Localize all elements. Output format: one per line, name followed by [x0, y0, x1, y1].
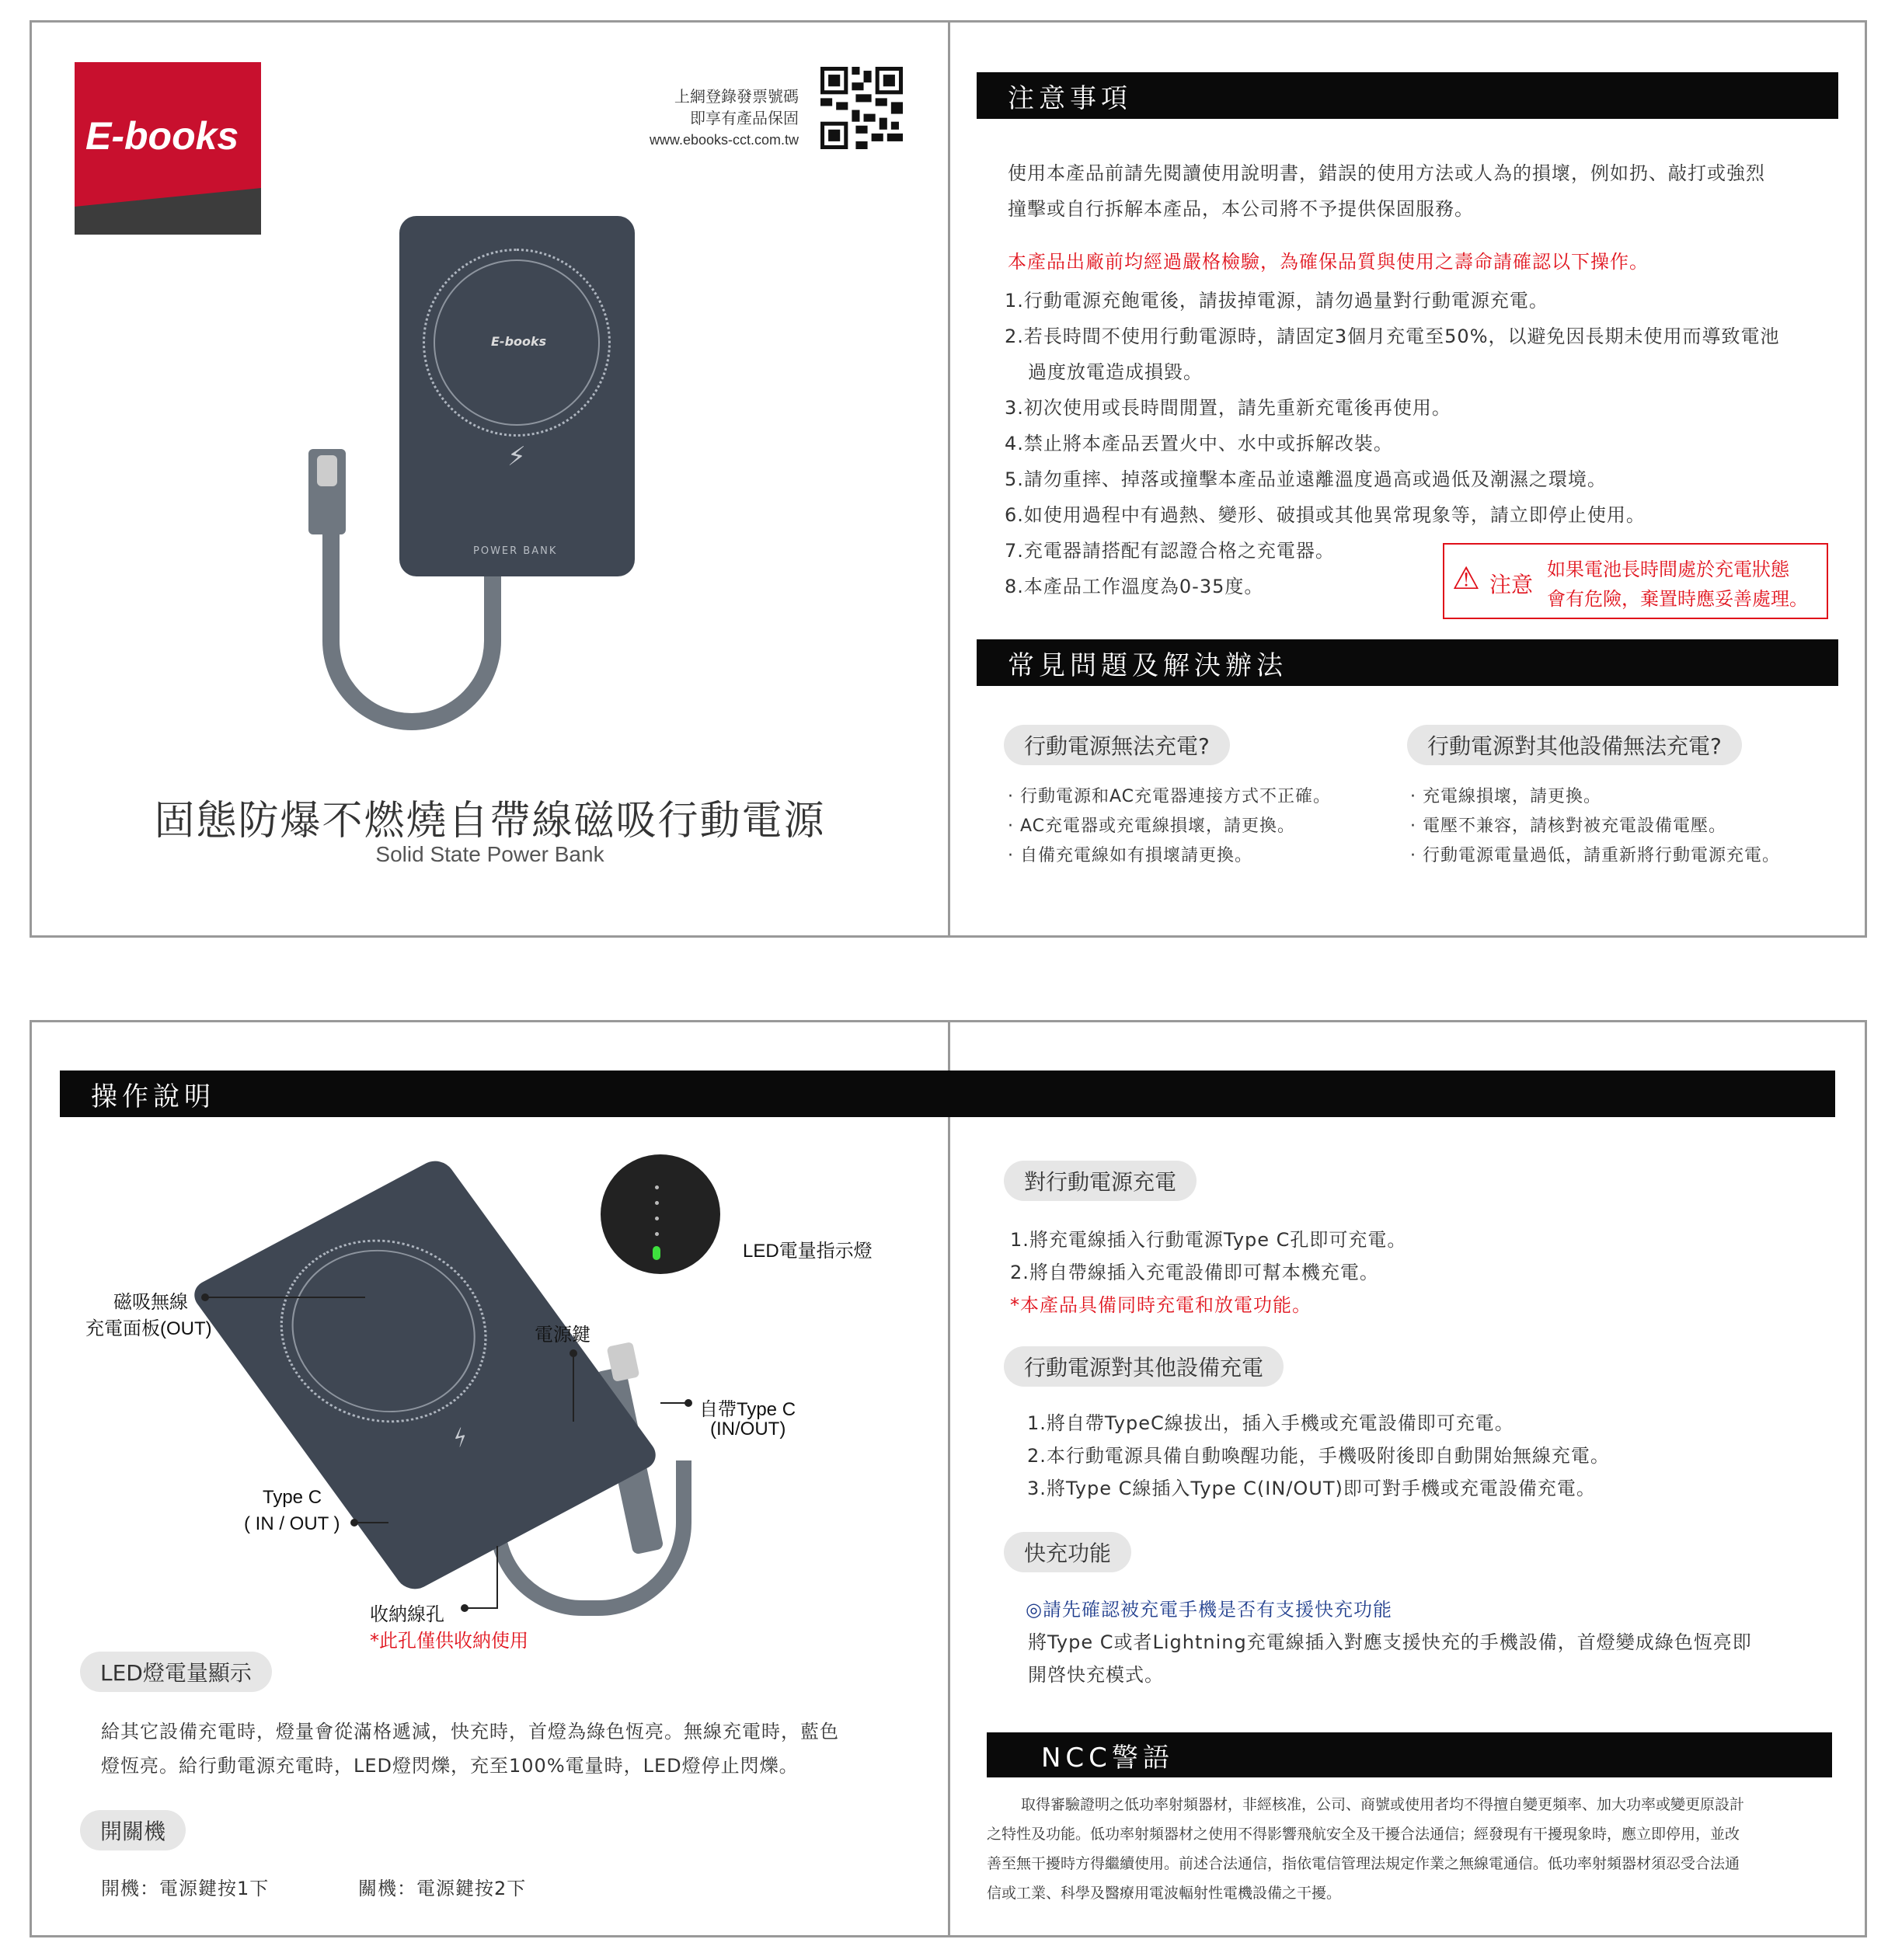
charge2-item-2: 2.本行動電源具備自動喚醒功能，手機吸附後即自動開始無線充電。	[1027, 1445, 1610, 1467]
notes-item-2b: 過度放電造成損毀。	[1028, 361, 1203, 383]
faq-answer-1-2: · AC充電器或充電線損壞，請更換。	[1008, 816, 1296, 836]
label-typec-1: Type C	[263, 1487, 322, 1508]
label-led: LED電量指示燈	[743, 1241, 873, 1262]
label-slot: 收納線孔	[370, 1604, 444, 1625]
notes-item-8: 8.本產品工作溫度為0-35度。	[1005, 576, 1264, 597]
faq-answer-2-2: · 電壓不兼容，請核對被充電設備電壓。	[1410, 816, 1726, 836]
faq-answer-2-3: · 行動電源電量過低，請重新將行動電源充電。	[1410, 846, 1780, 865]
label-typec-self-2: (IN/OUT)	[710, 1419, 786, 1440]
ncc-text-3: 善至無干擾時方得繼續使用。前述合法通信，指依電信管理法規定作業之無線電通信。低功率射頻器材須忍受合法通	[987, 1855, 1740, 1872]
faq-question-2: 行動電源對其他設備無法充電?	[1407, 725, 1742, 765]
charge-item-2: 2.將自帶線插入充電設備即可幫本機充電。	[1010, 1262, 1379, 1283]
led-text-2: 燈恆亮。給行動電源充電時，LED燈閃爍，充至100%電量時，LED燈停止閃爍。	[101, 1755, 799, 1777]
faq-answer-2-1: · 充電線損壞，請更換。	[1410, 787, 1601, 806]
diagram-lightning-icon: ⚡	[445, 1423, 476, 1453]
label-magnet-1: 磁吸無線	[113, 1292, 188, 1313]
charge-red-note: *本產品具備同時充電和放電功能。	[1010, 1294, 1312, 1316]
charge2-item-1: 1.將自帶TypeC線拔出，插入手機或充電設備即可充電。	[1027, 1412, 1514, 1434]
notes-red-line: 本產品出廠前均經過嚴格檢驗，為確保品質與使用之壽命請確認以下操作。	[1008, 251, 1649, 273]
ncc-text-4: 信或工業、科學及醫療用電波輻射性電機設備之干擾。	[987, 1885, 1342, 1902]
notes-intro-1: 使用本產品前請先閱讀使用說明書，錯誤的使用方法或人為的損壞，例如扔、敲打或強烈	[1008, 162, 1765, 184]
product-title-cn: 固態防爆不燃燒自帶線磁吸行動電源	[154, 798, 826, 844]
device-label: POWER BANK	[473, 545, 558, 557]
faq-header: 常見問題及解決辦法	[977, 639, 1838, 686]
charge-title-1: 對行動電源充電	[1004, 1161, 1197, 1201]
fast-charge-text-2: 開啓快充模式。	[1028, 1664, 1164, 1686]
qr-line-2: 即享有產品保固	[690, 109, 799, 127]
ncc-text-1: 取得審驗證明之低功率射頻器材，非經核准，公司、商號或使用者均不得擅自變更頻率、加大功率或變更原設計	[1021, 1796, 1745, 1813]
qr-url: www.ebooks-cct.com.tw	[649, 132, 799, 148]
notes-item-2: 2.若長時間不使用行動電源時，請固定3個月充電至50%，以避免因長期未使用而導致電池	[1005, 326, 1780, 347]
led-section-title: LED燈電量顯示	[80, 1652, 272, 1692]
warning-line-2: 會有危險，棄置時應妥善處理。	[1547, 588, 1808, 610]
notes-header: 注意事項	[977, 72, 1838, 119]
notes-item-3: 3.初次使用或長時間閒置，請先重新充電後再使用。	[1005, 397, 1451, 419]
power-section-title: 開關機	[80, 1810, 186, 1850]
faq-answer-1-1: · 行動電源和AC充電器連接方式不正確。	[1008, 787, 1332, 806]
notes-item-4: 4.禁止將本產品丟置火中、水中或拆解改裝。	[1005, 433, 1393, 454]
device-logo: E-books	[491, 334, 547, 349]
led-text-1: 給其它設備充電時，燈量會從滿格遞減，快充時，首燈為綠色恆亮。無線充電時，藍色	[101, 1721, 839, 1742]
charge-item-1: 1.將充電線插入行動電源Type C孔即可充電。	[1010, 1229, 1407, 1251]
charge-title-3: 快充功能	[1004, 1532, 1131, 1572]
power-off-text: 關機：電源鍵按2下	[358, 1878, 527, 1899]
warning-label: 注意	[1489, 572, 1534, 597]
charge2-item-3: 3.將Type C線插入Type C(IN/OUT)即可對手機或充電設備充電。	[1027, 1478, 1596, 1499]
notes-item-5: 5.請勿重摔、掉落或撞擊本產品並遠離溫度過高或過低及潮濕之環境。	[1005, 468, 1607, 490]
notes-item-6: 6.如使用過程中有過熱、變形、破損或其他異常現象等，請立即停止使用。	[1005, 504, 1646, 526]
notes-intro-2: 撞擊或自行拆解本產品，本公司將不予提供保固服務。	[1008, 198, 1474, 220]
product-title-en: Solid State Power Bank	[375, 842, 604, 866]
label-slot-note: *此孔僅供收納使用	[370, 1630, 528, 1652]
lightning-icon: ⚡	[507, 441, 526, 472]
faq-question-1: 行動電源無法充電?	[1004, 725, 1230, 765]
ops-header: 操作說明	[60, 1071, 1835, 1117]
warning-line-1: 如果電池長時間處於充電狀態	[1547, 559, 1789, 580]
label-typec-2: ( IN / OUT )	[244, 1513, 340, 1534]
charge-title-2: 行動電源對其他設備充電	[1004, 1346, 1284, 1387]
label-typec-self-1: 自帶Type C	[699, 1399, 796, 1420]
fast-charge-note: ◎請先確認被充電手機是否有支援快充功能	[1026, 1599, 1392, 1621]
fast-charge-text-1: 將Type C或者Lightning充電線插入對應支援快充的手機設備，首燈變成綠色恆亮即	[1028, 1631, 1752, 1653]
power-on-text: 開機：電源鍵按1下	[101, 1878, 270, 1899]
faq-answer-1-3: · 自備充電線如有損壞請更換。	[1008, 846, 1252, 865]
label-magnet-2: 充電面板(OUT)	[85, 1318, 212, 1339]
label-power-key: 電源鍵	[535, 1325, 590, 1346]
notes-item-7: 7.充電器請搭配有認證合格之充電器。	[1005, 540, 1335, 562]
warning-icon: ⚠	[1452, 561, 1480, 597]
notes-item-1: 1.行動電源充飽電後，請拔掉電源，請勿過量對行動電源充電。	[1005, 290, 1548, 312]
ncc-text-2: 之特性及功能。低功率射頻器材之使用不得影響飛航安全及干擾合法通信；經發現有干擾現象時，應立即停用，並改	[987, 1826, 1740, 1843]
ncc-header: NCC警語	[987, 1732, 1832, 1777]
logo-text: E-books	[85, 114, 239, 158]
qr-line-1: 上網登錄發票號碼	[674, 87, 799, 106]
